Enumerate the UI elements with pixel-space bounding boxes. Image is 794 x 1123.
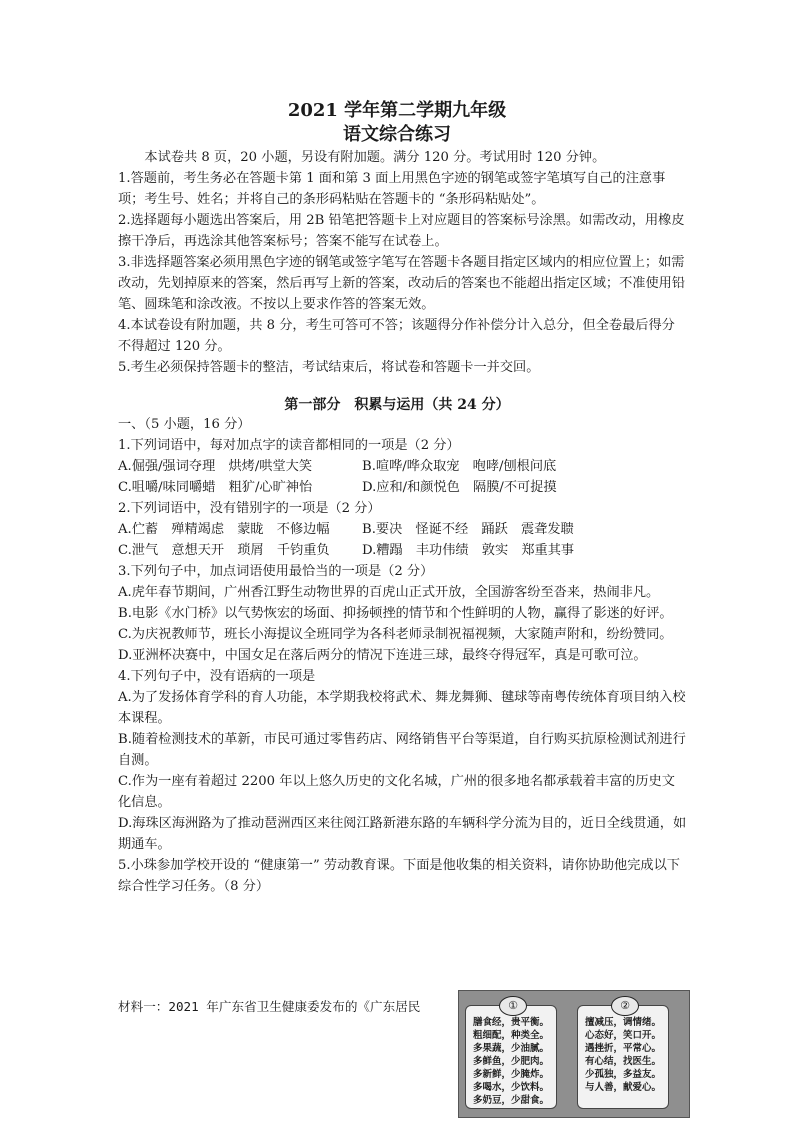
instruction-rule: 1.答题前，考生务必在答题卡第 1 面和第 3 面上用黑色字迹的钢笔或签字笔填写自己的注意事项；考生号、姓名；并将自己的条形码粘贴在答题卡的 “条形码粘贴处”。 [118, 171, 666, 207]
health-rhyme-image [458, 990, 690, 1118]
option-c: C.泄气 意想天开 琐屑 千钧重负 [118, 543, 330, 558]
exam-subtitle: 语文综合练习 [343, 124, 451, 145]
scroll-number-badge: ① [499, 996, 527, 1016]
instructions [118, 147, 688, 378]
option-b: B.电影《水门桥》以气势恢宏的场面、抑扬顿挫的情节和个性鲜明的人物，赢得了影迷的好评。 [118, 606, 673, 621]
option-d: D.亚洲杯决赛中，中国女足在落后两分的情况下连进三球，最终夺得冠军，真是可歌可泣。 [118, 648, 647, 663]
question-4-stem: 4.下列句子中，没有语病的一项是 [118, 669, 316, 684]
instruction-rule: 2.选择题每小题选出答案后，用 2B 铅笔把答题卡上对应题目的答案标号涂黑。如需改动，用橡皮擦干净后，再选涂其他答案标号；答案不能写在试卷上。 [118, 213, 685, 249]
section-heading: 一、（5 小题，16 分） [118, 417, 251, 432]
scroll-number-badge: ② [611, 996, 639, 1016]
instruction-rule: 4.本试卷设有附加题，共 8 分，考生可答可不答；该题得分作补偿分计入总分，但全卷最后得分不得超过 120 分。 [118, 318, 675, 354]
rhyme-line: 多喝水，少饮料。 [472, 1082, 549, 1093]
option-a: A.虎年春节期间，广州香江野生动物世界的百虎山正式开放，全国游客纷至沓来，热闹非凡。 [118, 585, 660, 600]
rhyme-line: 遇挫折，平常心。 [584, 1043, 661, 1054]
rhyme-line: 与人善，献爱心。 [584, 1082, 661, 1093]
option-c: C.作为一座有着超过 2200 年以上悠久历史的文化名城，广州的很多地名都承载着丰富的历史文化信息。 [118, 774, 675, 810]
question-5-stem: 5.小珠参加学校开设的 “健康第一” 劳动教育课。下面是他收集的相关资料，请你协助他完成以下综合性学习任务。（8 分） [118, 858, 680, 894]
rhyme-line: 粗细配，种类全。 [472, 1030, 549, 1041]
question-1-options-row2 [118, 477, 688, 498]
rhyme-line: 多果蔬，少油腻。 [472, 1043, 549, 1054]
option-d: D.糟蹋 丰功伟绩 敦实 郑重其事 [362, 543, 575, 558]
part1-questions [118, 414, 688, 897]
rhyme-line: 多奶豆，少甜食。 [472, 1095, 549, 1106]
option-a: A.伫蓄 殚精竭虑 蒙眬 不修边幅 [118, 522, 330, 537]
rhyme-line: 多新鲜，少腌炸。 [472, 1069, 549, 1080]
rhyme-scroll-1 [465, 999, 557, 1109]
question-3-stem: 3.下列句子中，加点词语使用最恰当的一项是（2 分） [118, 564, 434, 579]
option-b: B.喧哗/哗众取宠 咆哮/刨根问底 [362, 459, 557, 474]
option-a: A.为了发扬体育学科的育人功能，本学期我校将武术、舞龙舞狮、毽球等南粤传统体育项目纳入校本课程。 [118, 690, 686, 726]
rhyme-line: 多鲜鱼，少肥肉。 [472, 1056, 549, 1067]
question-2-options-row1 [118, 519, 688, 540]
question-1-options-row1 [118, 456, 688, 477]
option-c: C.为庆祝教师节，班长小海提议全班同学为各科老师录制祝福视频，大家随声附和，纷纷赞同。 [118, 627, 673, 642]
rhyme-line: 膳食经，贵平衡。 [472, 1017, 549, 1028]
rhyme-line: 少孤独，多益友。 [584, 1069, 661, 1080]
question-2-options-row2 [118, 540, 688, 561]
question-1-stem: 1.下列词语中，每对加点字的读音都相同的一项是（2 分） [118, 438, 460, 453]
option-a: A.倔强/强词夺理 烘烤/哄堂大笑 [118, 459, 313, 474]
rhyme-line: 擅减压，调情绪。 [584, 1017, 661, 1028]
rhyme-line: 有心结，找医生。 [584, 1056, 661, 1067]
material-label: 材料一：2021 年广东省卫生健康委发布的《广东居民 [118, 999, 421, 1014]
instruction-rule: 5.考生必须保持答题卡的整洁，考试结束后，将试卷和答题卡一并交回。 [118, 360, 540, 375]
question-2-stem: 2.下列词语中，没有错别字的一项是（2 分） [118, 501, 381, 516]
option-c: C.咀嚼/味同嚼蜡 粗犷/心旷神怡 [118, 480, 313, 495]
rhyme-scroll-2 [577, 999, 669, 1109]
instructions-summary: 本试卷共 8 页，20 小题，另设有附加题。满分 120 分。考试用时 120 分钟。 [144, 150, 606, 165]
instruction-rule: 3.非选择题答案必须用黑色字迹的钢笔或签字笔写在答题卡各题目指定区域内的相应位置上；如需改动，先划掉原来的答案，然后再写上新的答案，改动后的答案也不能超出指定区域；不准使用铅笔、圆珠笔和涂改液。不按以上要求作答的答案无效。 [118, 255, 686, 312]
part1-title: 第一部分 积累与运用（共 24 分） [284, 397, 510, 413]
option-b: B.随着检测技术的革新，市民可通过零售药店、网络销售平台等渠道，自行购买抗原检测试剂进行自测。 [118, 732, 686, 768]
option-d: D.应和/和颜悦色 隔膜/不可捉摸 [362, 480, 557, 495]
rhyme-line: 心态好，笑口开。 [584, 1030, 661, 1041]
exam-title: 2021 学年第二学期九年级 [287, 100, 507, 121]
option-d: D.海珠区海洲路为了推动琶洲西区来往阅江路新港东路的车辆科学分流为目的，近日全线贯通，如期通车。 [118, 816, 687, 852]
option-b: B.要决 怪诞不经 踊跃 震聋发聩 [362, 522, 574, 537]
